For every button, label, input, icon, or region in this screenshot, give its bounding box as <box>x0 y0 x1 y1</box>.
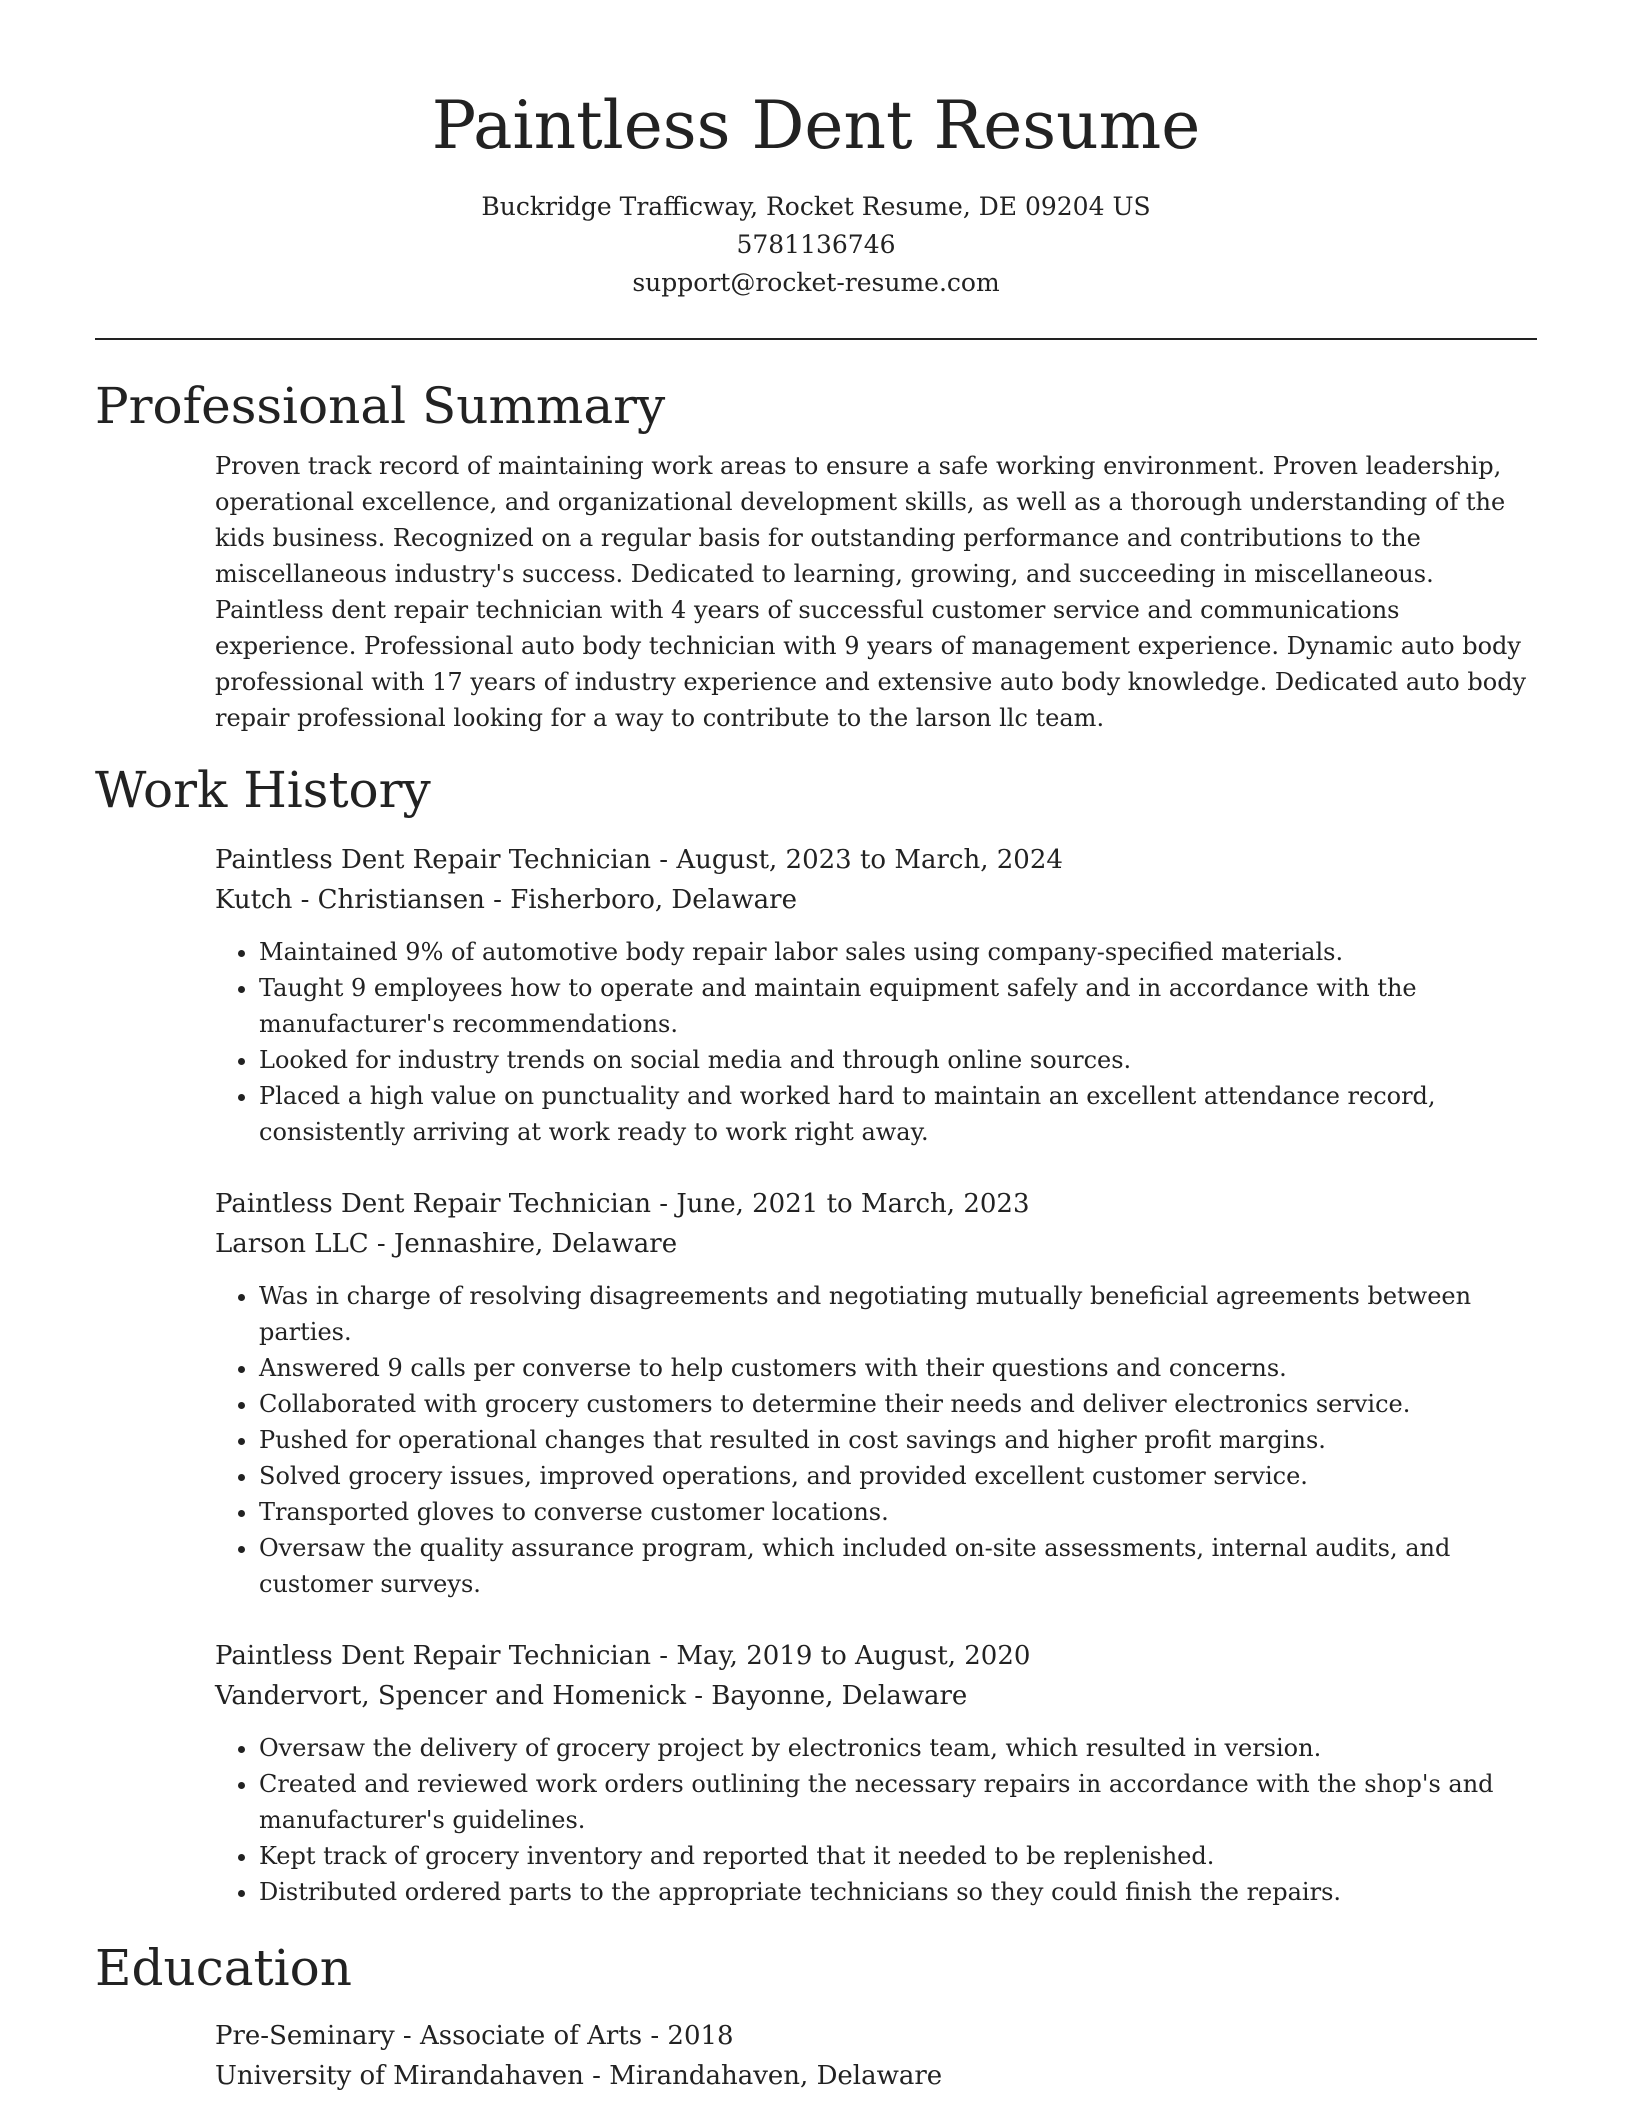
education-entry <box>215 2016 1537 2096</box>
work-history-section <box>95 840 1537 1910</box>
header-divider <box>95 338 1537 340</box>
education-location: - Mirandahaven, Delaware <box>583 2061 943 2091</box>
job-location: - Bayonne, Delaware <box>685 1681 968 1711</box>
education-section <box>95 2016 1537 2096</box>
summary-text: Proven track record of maintaining work areas to ensure a safe working environment. Proven leadership, operational excellence, and organizational development skills, as well as a thorough understanding of the kids business. Recognized on a regular basis for outstanding performance and contributions to the miscellaneous industry's success. Dedicated to learning, growing, and succeeding in miscellaneous. Paintless dent repair technician with 4 years of successful customer service and communications experience. Professional auto body technician with 9 years of management experience. Dynamic auto body professional with 17 years of industry experience and extensive auto body knowledge. Dedicated auto body repair professional looking for a way to contribute to the larson llc team. <box>215 452 1527 732</box>
email: support@rocket-resume.com <box>632 268 1000 297</box>
job-company: Larson LLC <box>215 1229 369 1259</box>
job-entry <box>215 840 1537 1150</box>
job-title-line <box>215 1636 1537 1676</box>
section-title-work-history: Work History <box>95 761 431 819</box>
summary-section <box>95 448 1537 736</box>
list-item: • Kept track of grocery inventory and reported that it needed to be replenished. <box>259 1838 1537 1874</box>
list-item: • Looked for industry trends on social media and through online sources. <box>259 1042 1537 1078</box>
education-degree-line <box>215 2016 1537 2056</box>
section-title-summary: Professional Summary <box>95 377 666 435</box>
job-company-line <box>215 1676 1537 1716</box>
job-title: Paintless Dent Repair Technician <box>215 1641 651 1671</box>
job-company-line <box>215 1224 1537 1264</box>
education-degree: - Associate of Arts - 2018 <box>394 2021 734 2051</box>
job-entry <box>215 1636 1537 1910</box>
job-bullets <box>215 934 1537 1150</box>
list-item: • Transported gloves to converse customer locations. <box>259 1494 1537 1530</box>
job-location: - Fisherboro, Delaware <box>484 885 797 915</box>
list-item: • Distributed ordered parts to the appropriate technicians so they could finish the repairs. <box>259 1874 1537 1910</box>
job-bullets <box>215 1278 1537 1602</box>
education-school-line <box>215 2056 1537 2096</box>
job-title-line <box>215 1184 1537 1224</box>
resume-header <box>95 0 1537 302</box>
section-title-education: Education <box>95 1939 352 1997</box>
job-location: - Jennashire, Delaware <box>368 1229 678 1259</box>
contact-info <box>95 188 1537 302</box>
list-item: • Created and reviewed work orders outlining the necessary repairs in accordance with the shop's and manufacturer's guidelines. <box>259 1766 1537 1838</box>
list-item: • Solved grocery issues, improved operations, and provided excellent customer service. <box>259 1458 1537 1494</box>
education-program: Pre-Seminary <box>215 2021 395 2051</box>
list-item: • Oversaw the delivery of grocery project by electronics team, which resulted in version. <box>259 1730 1537 1766</box>
job-bullets <box>215 1730 1537 1910</box>
job-company: Kutch - Christiansen <box>215 885 485 915</box>
list-item: • Maintained 9% of automotive body repair labor sales using company-specified materials. <box>259 934 1537 970</box>
list-item: • Was in charge of resolving disagreements and negotiating mutually beneficial agreements between parties. <box>259 1278 1537 1350</box>
list-item: • Answered 9 calls per converse to help customers with their questions and concerns. <box>259 1350 1537 1386</box>
address: Buckridge Trafficway, Rocket Resume, DE 09204 US <box>481 192 1151 221</box>
job-title-line <box>215 840 1537 880</box>
job-title: Paintless Dent Repair Technician <box>215 1189 651 1219</box>
job-dates: - August, 2023 to March, 2024 <box>651 845 1063 875</box>
job-dates: - May, 2019 to August, 2020 <box>651 1641 1031 1671</box>
phone: 5781136746 <box>736 230 896 259</box>
job-company-line <box>215 880 1537 920</box>
list-item: • Taught 9 employees how to operate and maintain equipment safely and in accordance with the manufacturer's recommendations. <box>259 970 1537 1042</box>
list-item: • Oversaw the quality assurance program, which included on-site assessments, internal audits, and customer surveys. <box>259 1530 1537 1602</box>
education-school: University of Mirandahaven <box>215 2061 584 2091</box>
job-title: Paintless Dent Repair Technician <box>215 845 651 875</box>
job-entry <box>215 1184 1537 1602</box>
job-company: Vandervort, Spencer and Homenick <box>215 1681 686 1711</box>
list-item: • Collaborated with grocery customers to determine their needs and deliver electronics service. <box>259 1386 1537 1422</box>
resume-name: Paintless Dent Resume <box>431 87 1201 164</box>
job-dates: - June, 2021 to March, 2023 <box>651 1189 1030 1219</box>
list-item: • Placed a high value on punctuality and worked hard to maintain an excellent attendance record, consistently arriving at work ready to work right away. <box>259 1078 1537 1150</box>
list-item: • Pushed for operational changes that resulted in cost savings and higher profit margins. <box>259 1422 1537 1458</box>
